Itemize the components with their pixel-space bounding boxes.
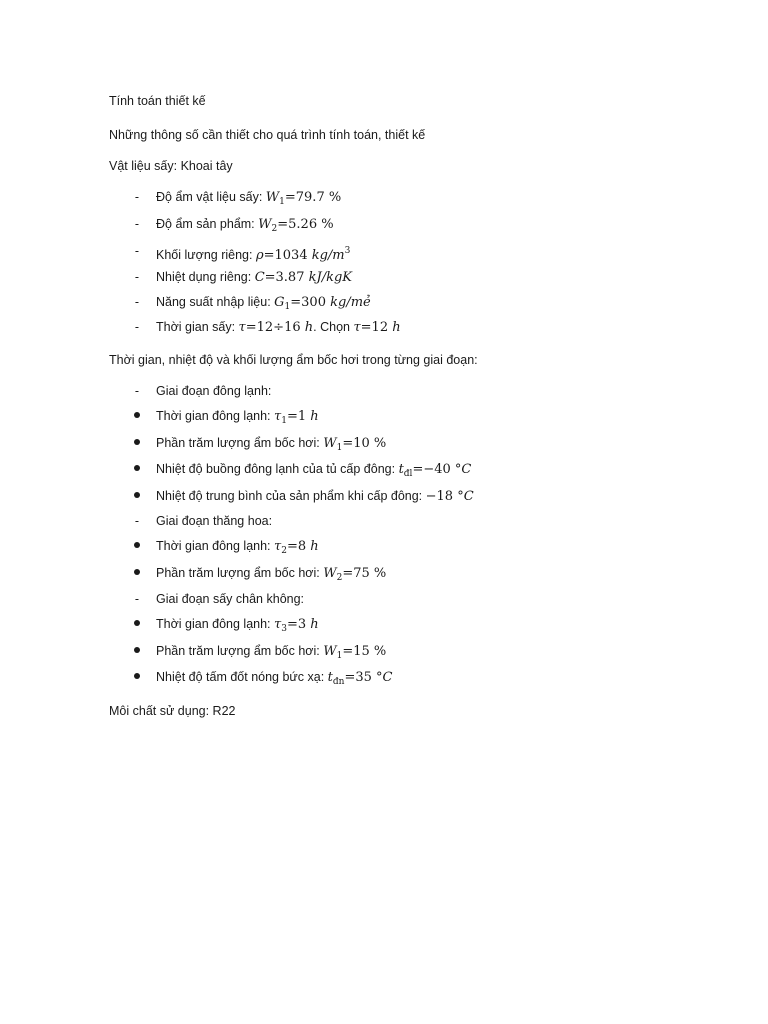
- bullet-marker: [134, 620, 140, 626]
- refrigerant-line: Môi chất sử dụng: R22: [109, 704, 236, 718]
- bullet-marker: [134, 569, 140, 575]
- dash-marker: -: [134, 592, 140, 606]
- dash-marker: -: [134, 270, 140, 284]
- bullet-marker: [134, 647, 140, 653]
- stages-heading: Thời gian, nhiệt độ và khối lượng ẩm bốc hơi trong từng giai đoạn:: [109, 353, 478, 367]
- document-page: Tính toán thiết kế Những thông số cần thiết cho quá trình tính toán, thiết kế Vật liệu sấy: Khoai tây - Độ ẩm vật liệu sấy: $W_1=79.7$ % - Độ ẩm sản phẩm: $W_2=5.26$ % - Khối lượng riêng: ρ=1034 $kg/m^3$ - Nhiệt dụng riêng: C=3.87 kJ/kgK - Năng suất nhập liệu: $G_1=300$ kg/mẻ - Thời gian sấy: τ=12÷16 h. Chọn τ=12 h Thời gian, nhiệt độ và khối lượng ẩm bốc hơi trong từng giai đoạn: - Giai đoạn đông lạnh: Thời gian đông lạnh: $\tau_1=1$ h Phần trăm lượng ẩm bốc hơi: $W_1=10$ % Nhiệt độ buồng đông lạnh của tủ cấp đông: $t_{đl}=-40$ °C Nhiệt độ trung bình của sản phẩm khi cấp đông: −18 °C - Giai đoạn thăng hoa: Thời gian đông lạnh: $\tau_2=8$ h Phần trăm lượng ẩm bốc hơi: $W_2=75$ % - Giai đoạn sấy chân không: Thời gian đông lạnh: $\tau_3=3$ h Phần trăm lượng ẩm bốc hơi: $W_1=15$ % Nhiệt độ tấm đốt nóng bức xạ: $t_{đn}=35$ °C Môi chất sử dụng: R22: [109, 94, 478, 718]
- bullet-marker: [134, 492, 140, 498]
- dash-marker: -: [134, 190, 140, 204]
- bullet-marker: [134, 465, 140, 471]
- bullet-marker: [134, 542, 140, 548]
- material-line: Vật liệu sấy: Khoai tây: [109, 159, 233, 173]
- doc-title: Tính toán thiết kế: [109, 94, 206, 108]
- dash-marker: -: [134, 384, 140, 398]
- bullet-marker: [134, 439, 140, 445]
- bullet-marker: [134, 412, 140, 418]
- dash-marker: -: [134, 320, 140, 334]
- dash-marker: -: [134, 244, 140, 258]
- dash-marker: -: [134, 217, 140, 231]
- dash-marker: -: [134, 295, 140, 309]
- dash-marker: -: [134, 514, 140, 528]
- bullet-marker: [134, 673, 140, 679]
- intro-line: Những thông số cần thiết cho quá trình tính toán, thiết kế: [109, 128, 426, 142]
